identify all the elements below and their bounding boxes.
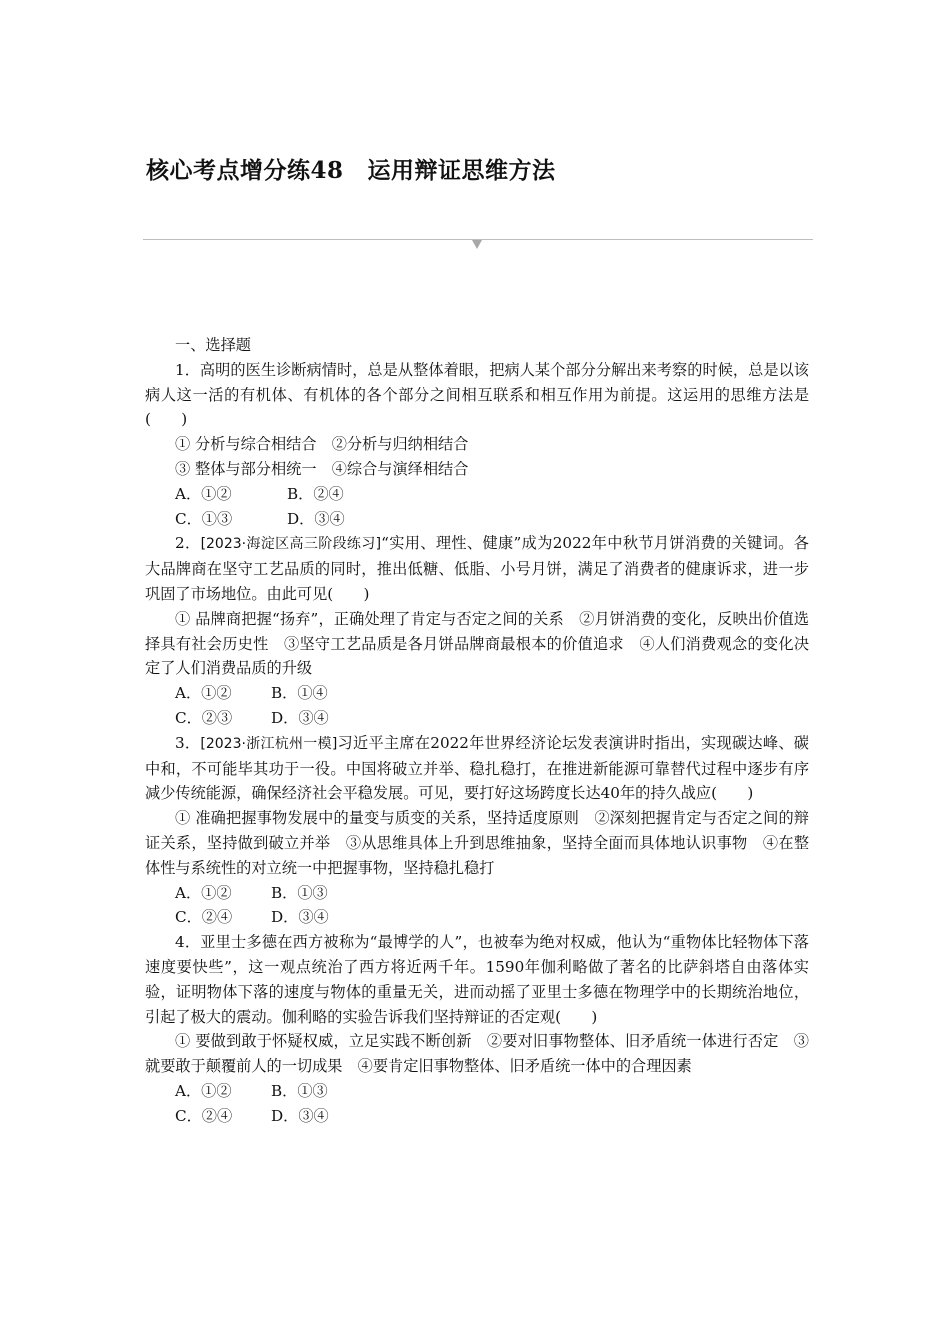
option-b[interactable]: B．①③ xyxy=(271,883,328,902)
statement-block: ① 准确把握事物发展中的量变与质变的关系，坚持适度原则 ②深刻把握肯定与否定之间的辩证关系，坚持做到破立并举 ③从思维具体上升到思维抽象，坚持全面而具体地认识事物 ④在整体性与系统性的对立统一中把握事物，坚持稳扎稳打 xyxy=(145,809,809,877)
option-d[interactable]: D．③④ xyxy=(287,509,345,528)
option-a[interactable]: A．①② xyxy=(175,1081,232,1100)
option-row xyxy=(145,905,809,930)
option-row xyxy=(145,507,809,532)
option-c[interactable]: C．②③ xyxy=(175,708,233,727)
title-sub: 运用辩证思维方法 xyxy=(367,157,556,184)
question-list xyxy=(145,333,809,1129)
question-stem xyxy=(145,531,809,606)
question-stem xyxy=(145,731,809,806)
question-number: 3． xyxy=(175,733,201,752)
question-source: [2023·海淀区高三阶段练习] xyxy=(200,536,382,553)
question-stem: 4．亚里士多德在西方被称为“最博学的人”，也被奉为绝对权威，他认为“重物体比轻物体下落速度要快些”，这一观点统治了西方将近两千年。1590年伽利略做了著名的比萨斜塔自由落体实验，证明物体下落的速度与物体的重量无关，进而动摇了亚里士多德在物理学中的长期统治地位，引起了极大的震动。伽利略的实验告诉我们坚持辩证的否定观( ) xyxy=(145,933,809,1026)
option-row xyxy=(145,1079,809,1104)
option-row xyxy=(145,681,809,706)
option-a[interactable]: A．①② xyxy=(175,883,232,902)
title-main: 核心考点增分练48 xyxy=(146,157,344,184)
section-heading: 一、选择题 xyxy=(175,336,251,354)
question-number: 2． xyxy=(175,534,201,553)
page-title xyxy=(146,152,556,185)
option-row xyxy=(145,706,809,731)
option-b[interactable]: B．①③ xyxy=(271,1081,328,1100)
option-c[interactable]: C．②④ xyxy=(175,908,233,927)
option-d[interactable]: D．③④ xyxy=(271,708,329,727)
statement-block: ① 要做到敢于怀疑权威，立足实践不断创新 ②要对旧事物整体、旧矛盾统一体进行否定 ③就要敢于颠覆前人的一切成果 ④要肯定旧事物整体、旧矛盾统一体中的合理因素 xyxy=(145,1032,809,1076)
option-b[interactable]: B．②④ xyxy=(287,484,344,503)
option-c[interactable]: C．①③ xyxy=(175,509,233,528)
option-row xyxy=(145,1104,809,1129)
option-d[interactable]: D．③④ xyxy=(271,1106,329,1125)
option-b[interactable]: B．①④ xyxy=(271,684,328,703)
question-text: 习近平主席在2022年世界经济论坛发表演讲时指出，实现碳达峰、碳中和，不可能毕其功于一役。中国将破立并举、稳扎稳打，在推进新能源可靠替代过程中逐步有序减少传统能源，确保经济社会平稳发展。可见，要打好这场跨度长达40年的持久战应( ) xyxy=(145,733,809,803)
question-stem: 1．高明的医生诊断病情时，总是从整体着眼，把病人某个部分分解出来考察的时候，总是以该病人这一活的有机体、有机体的各个部分之间相互联系和相互作用为前提。这运用的思维方法是( ) xyxy=(145,360,809,429)
option-a[interactable]: A．①② xyxy=(175,484,232,503)
option-a[interactable]: A．①② xyxy=(175,684,232,703)
statement-line: ① 分析与综合相结合 ②分析与归纳相结合 xyxy=(175,435,469,454)
statement-line: ③ 整体与部分相统一 ④综合与演绎相结合 xyxy=(175,459,469,478)
option-c[interactable]: C．②④ xyxy=(175,1106,233,1125)
option-d[interactable]: D．③④ xyxy=(271,908,329,927)
option-row xyxy=(145,881,809,906)
option-row xyxy=(145,482,809,507)
divider-triangle-icon xyxy=(472,240,482,249)
statement-block: ① 品牌商把握“扬弃”，正确处理了肯定与否定之间的关系 ②月饼消费的变化，反映出价值选择具有社会历史性 ③坚守工艺品质是各月饼品牌商最根本的价值追求 ④人们消费观念的变化决定了人们消费品质的升级 xyxy=(145,609,809,678)
question-source: [2023·浙江杭州一模] xyxy=(200,735,338,752)
question-text: “实用、理性、健康”成为2022年中秋节月饼消费的关键词。各大品牌商在坚守工艺品质的同时，推出低糖、低脂、小号月饼，满足了消费者的健康诉求，进一步巩固了市场地位。由此可见( ) xyxy=(145,534,809,603)
